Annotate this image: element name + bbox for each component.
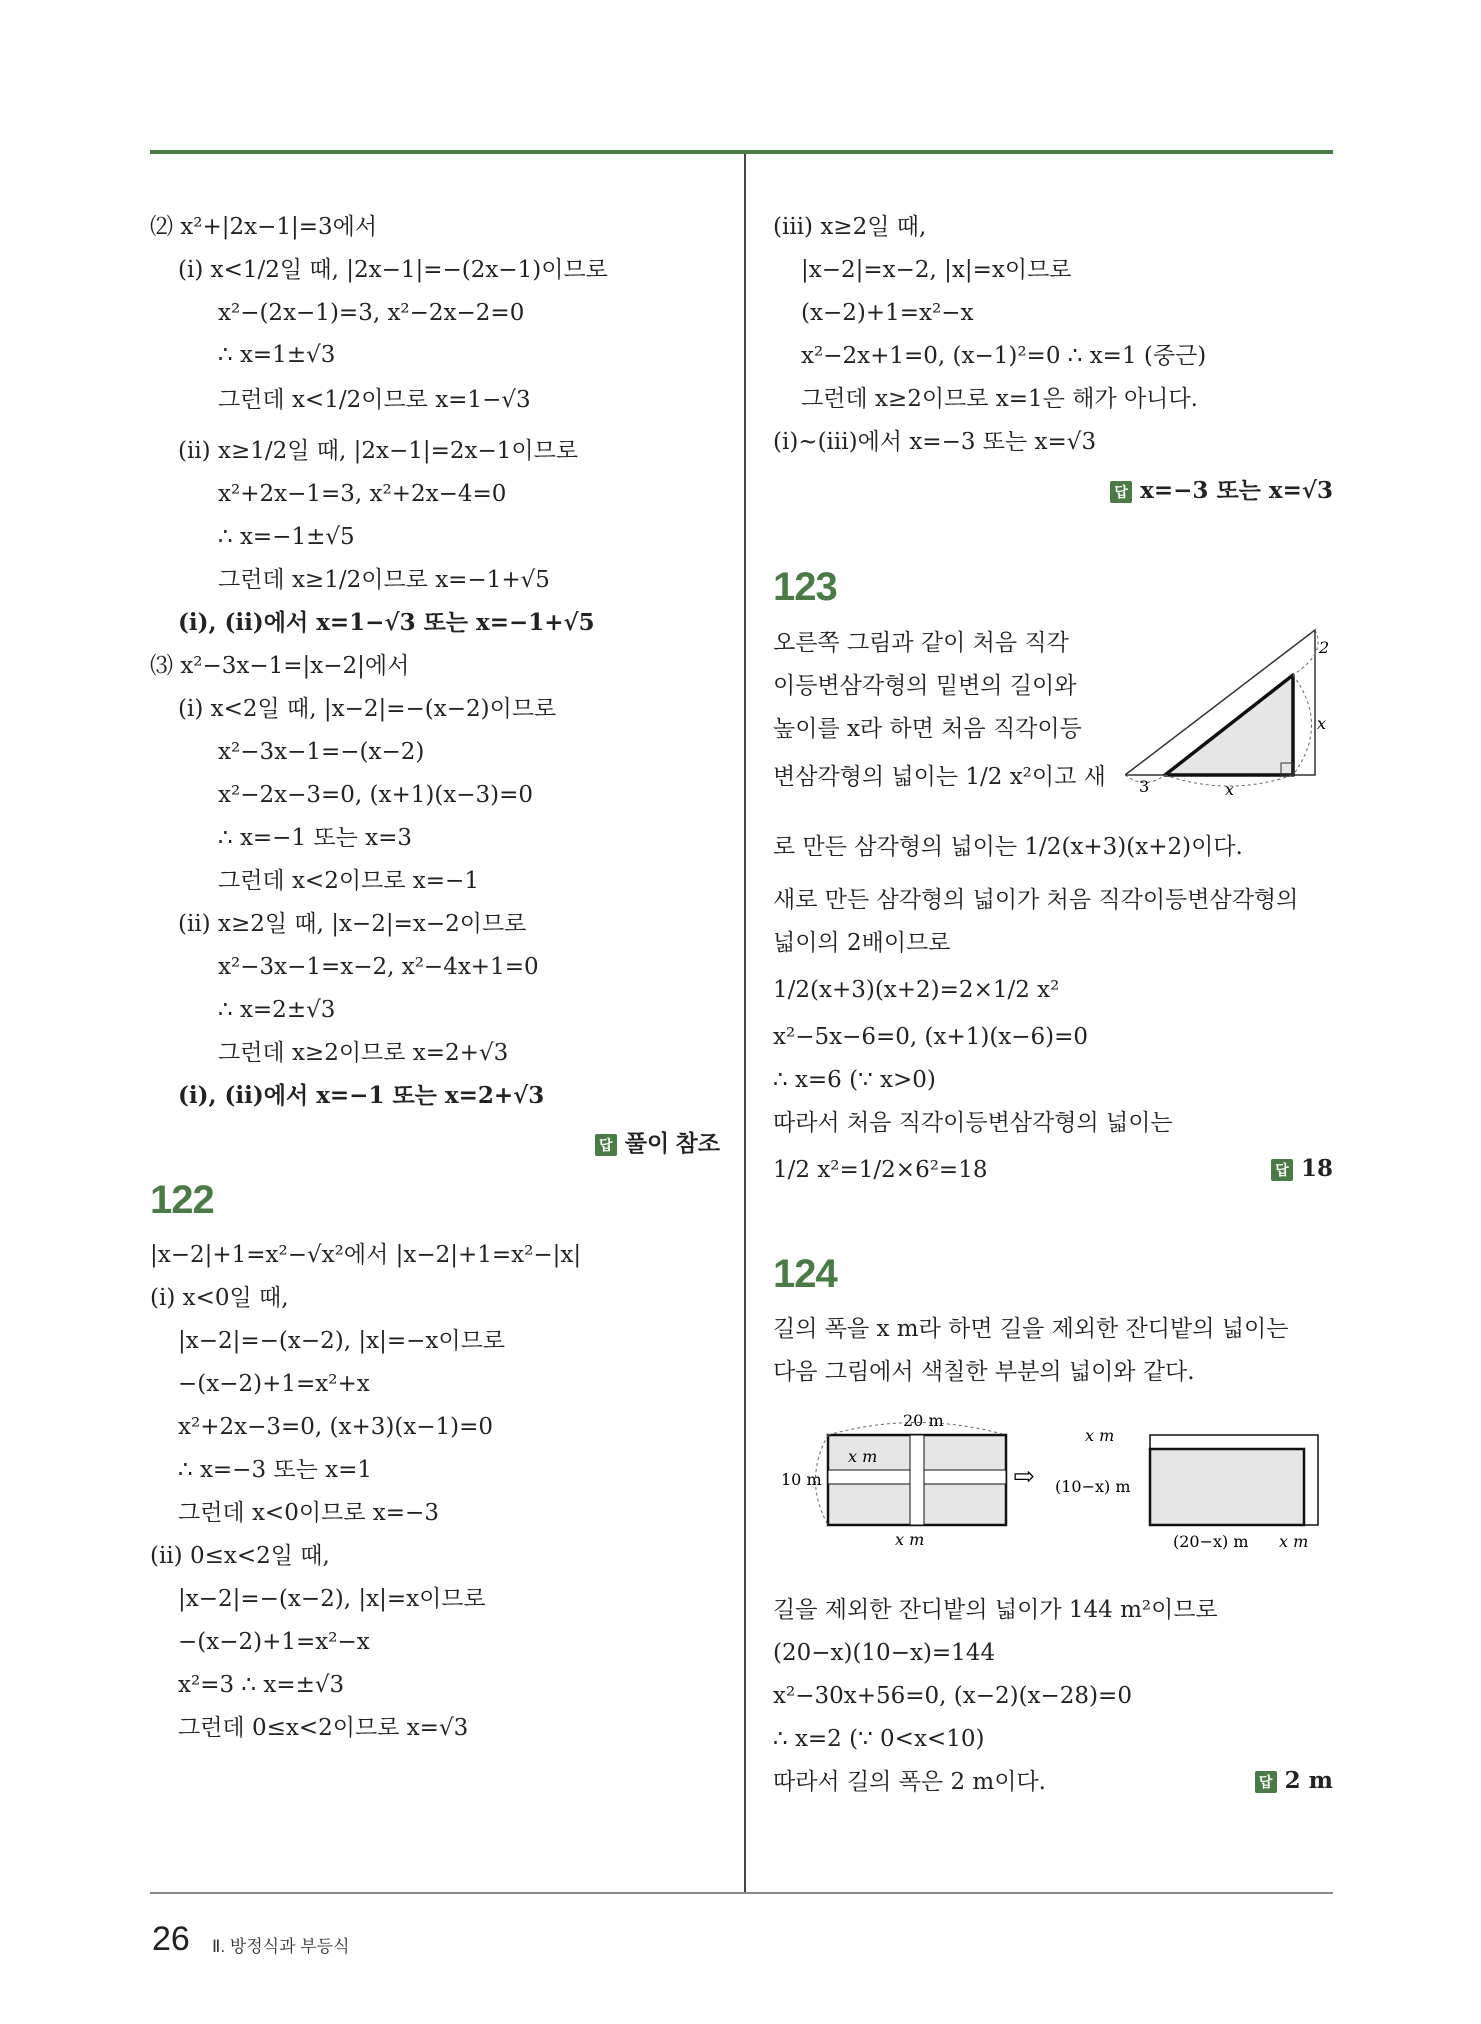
column-divider [744,154,746,1894]
label-x-bottom: x [1225,780,1235,799]
problem-line: x²−(2x−1)=3, x²−2x−2=0 [218,300,525,326]
problem-line: 그런데 x≥2이므로 x=1은 해가 아니다. [801,386,1198,412]
problem-line: x²=3 ∴ x=±√3 [178,1672,345,1698]
road-cross [911,1471,923,1483]
problem-line: x²+2x−3=0, (x+3)(x−1)=0 [178,1414,494,1440]
problem-line: (ⅲ) x≥2일 때, [773,214,927,240]
problem-line: ∴ x=6 (∵ x>0) [773,1067,936,1093]
problem-line: (20−x)(10−x)=144 [773,1640,996,1666]
problem-line: x²−30x+56=0, (x−2)(x−28)=0 [773,1683,1132,1709]
problem-line: 길을 제외한 잔디밭의 넓이가 144 m²이므로 [773,1597,1218,1623]
original-triangle [1165,675,1293,775]
problem-line: 로 만든 삼각형의 넓이는 1/2(x+3)(x+2)이다. [773,834,1243,860]
problem-line: 오른쪽 그림과 같이 처음 직각 [773,630,1069,656]
problem-line: −(x−2)+1=x²−x [178,1629,370,1655]
problem-line: (ⅰ) x<1/2일 때, |2x−1|=−(2x−1)이므로 [178,257,608,283]
label-r-side: (10−x) m [1055,1477,1131,1496]
problem-line: 그런데 x<1/2이므로 x=1−√3 [218,387,531,413]
problem-line: 다음 그림에서 색칠한 부분의 넓이와 같다. [773,1359,1195,1385]
problem-line: 그런데 x<0이므로 x=−3 [178,1500,439,1526]
problem-line: 그런데 0≤x<2이므로 x=√3 [178,1715,469,1741]
label-r-bottom: (20−x) m [1173,1532,1249,1550]
answer-123 [1271,1155,1333,1182]
page-number: 26 [152,1920,190,1958]
label-20m: 20 m [903,1411,944,1430]
problem-line: ⑵ x²+|2x−1|=3에서 [150,214,378,240]
problem-line: x²+2x−1=3, x²+2x−4=0 [218,481,507,507]
label-r-corner: x m [1279,1532,1309,1550]
problem-line: ∴ x=2±√3 [218,997,336,1023]
problem-line: |x−2|=−(x−2), |x|=x이므로 [178,1586,486,1612]
problem-line: |x−2|=−(x−2), |x|=−x이므로 [178,1328,505,1354]
problem-line: (ⅱ) x≥2일 때, |x−2|=x−2이므로 [178,911,527,937]
label-2: 2 [1319,638,1330,657]
problem-line: 새로 만든 삼각형의 넓이가 처음 직각이등변삼각형의 [773,887,1299,913]
problem-line: 그런데 x≥2이므로 x=2+√3 [218,1040,509,1066]
problem-line: (ⅰ)~(ⅲ)에서 x=−3 또는 x=√3 [773,429,1097,455]
triangle-figure [1125,625,1330,800]
dim-arc [1293,675,1312,775]
problem-number-124: 124 [773,1252,837,1296]
problem-line: (ⅰ) x<2일 때, |x−2|=−(x−2)이므로 [178,696,557,722]
answer-badge: 답 [595,1134,617,1156]
problem-line: 1/2(x+3)(x+2)=2×1/2 x² [773,977,1060,1003]
problem-line: ∴ x=1±√3 [218,342,336,368]
label-x-side: x [1317,714,1327,733]
answer-121 [595,1125,720,1158]
top-rule [150,150,1333,154]
problem-line: (ⅱ) 0≤x<2일 때, [150,1543,330,1569]
problem-line: x²−3x−1=−(x−2) [218,739,425,765]
problem-line: x²−5x−6=0, (x+1)(x−6)=0 [773,1024,1089,1050]
problem-line: (ⅱ) x≥1/2일 때, |2x−1|=2x−1이므로 [178,438,579,464]
problem-line: |x−2|=x−2, |x|=x이므로 [801,257,1072,283]
problem-number-123: 123 [773,565,837,609]
problem-line: 그런데 x≥1/2이므로 x=−1+√5 [218,567,550,593]
arrow-icon: ⇨ [1013,1462,1035,1492]
problem-line: ⑶ x²−3x−1=|x−2|에서 [150,653,410,679]
lawn-figure [773,1410,1333,1550]
problem-line: 따라서 처음 직각이등변삼각형의 넓이는 [773,1110,1173,1136]
problem-number-122: 122 [150,1178,214,1222]
problem-line: x²−2x−3=0, (x+1)(x−3)=0 [218,782,534,808]
problem-line: 이등변삼각형의 밑변의 길이와 [773,673,1077,699]
label-10m: 10 m [781,1470,822,1489]
problem-line: 따라서 길의 폭은 2 m이다. [773,1769,1046,1795]
problem-line: −(x−2)+1=x²+x [178,1371,370,1397]
label-3: 3 [1139,777,1150,796]
section-title: Ⅱ. 방정식과 부등식 [212,1937,350,1956]
problem-line: (ⅰ), (ⅱ)에서 x=1−√3 또는 x=−1+√5 [178,609,595,636]
problem-line: 높이를 x라 하면 처음 직각이등 [773,716,1082,742]
answer-122 [1110,472,1333,505]
answer-badge: 답 [1271,1159,1293,1181]
problem-line: 길의 폭을 x m라 하면 길을 제외한 잔디밭의 넓이는 [773,1316,1289,1342]
problem-line: 넓이의 2배이므로 [773,930,951,956]
problem-line: |x−2|+1=x²−√x²에서 |x−2|+1=x²−|x| [150,1242,582,1268]
problem-line: (ⅰ), (ⅱ)에서 x=−1 또는 x=2+√3 [178,1082,545,1109]
answer-text: 2 m [1284,1767,1333,1794]
answer-text: 18 [1300,1155,1333,1182]
answer-badge: 답 [1110,481,1132,503]
answer-text: 풀이 참조 [624,1130,720,1156]
problem-line: x²−3x−1=x−2, x²−4x+1=0 [218,954,539,980]
problem-line: 1/2 x²=1/2×6²=18 [773,1157,988,1183]
problem-line: (ⅰ) x<0일 때, [150,1285,289,1311]
bottom-rule [150,1892,1333,1894]
answer-124 [1255,1767,1333,1794]
problem-line: 변삼각형의 넓이는 1/2 x²이고 새 [773,764,1106,790]
problem-line: ∴ x=−1±√5 [218,524,355,550]
problem-line: (x−2)+1=x²−x [801,300,974,326]
problem-line: ∴ x=−3 또는 x=1 [178,1457,373,1483]
label-r-top: x m [1085,1426,1115,1445]
label-road-bottom: x m [895,1530,925,1549]
answer-text: x=−3 또는 x=√3 [1140,477,1333,504]
problem-line: ∴ x=2 (∵ 0<x<10) [773,1726,985,1752]
answer-badge: 답 [1255,1771,1277,1793]
problem-line: 그런데 x<2이므로 x=−1 [218,868,479,894]
problem-line: x²−2x+1=0, (x−1)²=0 ∴ x=1 (중근) [801,343,1207,369]
label-road-top: x m [848,1447,878,1466]
problem-line: ∴ x=−1 또는 x=3 [218,825,413,851]
lawn-rect [1150,1449,1304,1525]
